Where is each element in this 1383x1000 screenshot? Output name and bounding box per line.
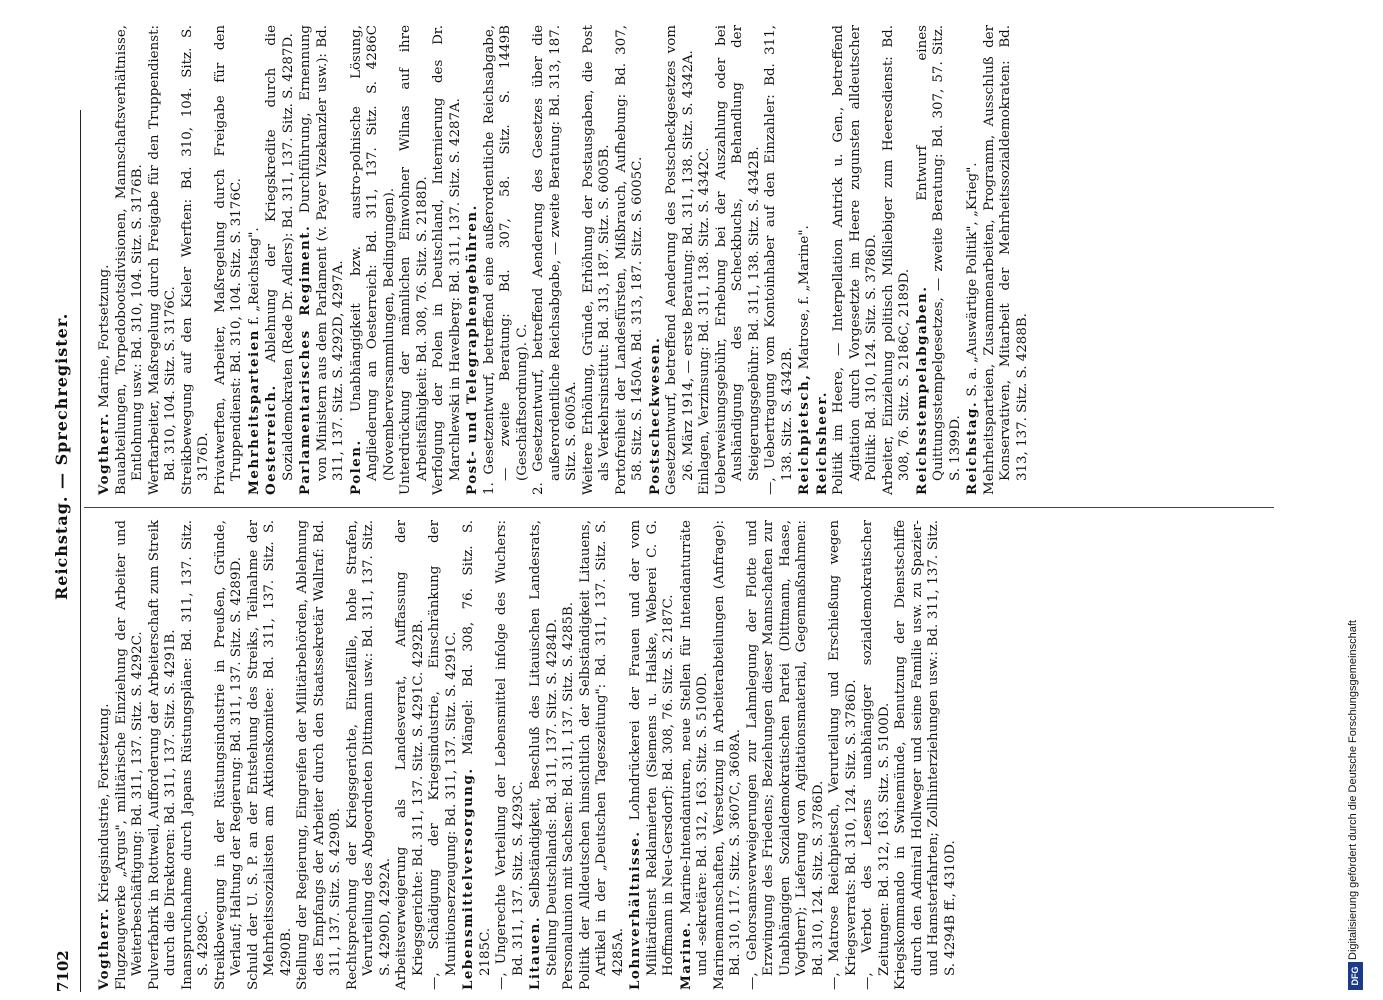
entry-text: Ablehnung der Kriegskredite durch die Sozialdemokraten (Rede Dr. Adlers): Bd. 311, 137. Sitz. S. 4287D. bbox=[264, 25, 296, 481]
entry-text: Streikbewegung auf den Kieler Werften: Bd. 310, 104. Sitz. S. 3176D. bbox=[179, 25, 211, 495]
entry-text: Politik im Heere, — Interpellation Antrick u. Gen., betreffend Agitation durch Vorgesetzte im Heere zugunsten alldeutscher Politik: Bd. 310, 124. Sitz. S. 3786D. bbox=[831, 25, 879, 495]
register-entry bbox=[827, 520, 860, 990]
entry-text: Stellung der Regierung, Eingreifen der Militärbehörden, Ablehnung des Empfangs der Arbeiter durch den Staatssekretär Wallraf: Bd. 311, 137. Sitz. S. 4290B. bbox=[295, 520, 343, 990]
entry-text: Entwurf eines Quittungsstempelgesetzes, — zweite Beratung: Bd. 307, 57. Sitz. S. 1399D. bbox=[914, 25, 963, 481]
entry-heading: Parlamentarisches Regiment. bbox=[297, 224, 313, 495]
left-column bbox=[96, 520, 959, 990]
register-entry bbox=[431, 25, 464, 495]
register-entry bbox=[398, 25, 431, 495]
entry-text: Privatwerften, Arbeiter, Maßregelung durch Freigabe für den Truppendienst: Bd. 310, 104. Sitz. S. 3176C. bbox=[212, 25, 244, 495]
register-entry bbox=[96, 25, 114, 495]
entry-heading: Lebensmittelversorgung. bbox=[460, 767, 476, 990]
running-head: Reichstag. — Sprechregister. bbox=[52, 312, 71, 600]
register-entry bbox=[246, 520, 296, 990]
entry-heading: Reichpietsch, bbox=[796, 373, 812, 495]
entry-text: —, Ungerechte Verteilung der Lebensmittel infolge des Wuchers: Bd. 311, 137. Sitz. S. 4293C. bbox=[494, 520, 526, 990]
entry-text: Streikbewegung in der Rüstungsindustrie in Preußen, Gründe, Verlauf; Haltung der Regierung: Bd. 311, 137. Sitz. S. 4289D. bbox=[212, 520, 244, 990]
register-entry bbox=[460, 520, 494, 990]
register-entry bbox=[345, 520, 395, 990]
register-entry bbox=[627, 520, 678, 990]
entry-text: Gesetzentwurf, betreffend Aenderung des Postscheckgesetzes vom 26. März 1914, — erste Beratung: Bd. 311, 138. Sitz. S. 4342A. bbox=[664, 25, 696, 495]
entry-text: —, Schädigung der Kriegsindustrie, Einschränkung der Munitionserzeugung: Bd. 311, 137. Sitz. S. 4291C. bbox=[427, 520, 459, 990]
entry-text: Politik der Alldeutschen hinsichtlich der Selbständigkeit Litauens, Artikel in der „Deutschen Tageszeitung": Bd. 311, 137. Sitz. S. 4285A. bbox=[577, 520, 626, 990]
entry-text: Selbständigkeit, Beschluß des Litauischen Landesrats, Stellung Deutschlands: Bd. 311, 137. Sitz. S. 4284D. bbox=[528, 520, 560, 976]
register-entry bbox=[964, 25, 982, 495]
register-entry bbox=[881, 25, 914, 495]
register-entry bbox=[147, 25, 180, 495]
entry-heading: Reichsheer. bbox=[813, 391, 830, 495]
entry-text: —, Verbot des Lesens unabhängiger sozialdemokratischer Zeitungen: Bd. 312, 163. Sitz. S. 5100D. bbox=[860, 520, 892, 990]
entry-text: Durchführung, Ernennung von Ministern aus dem Parlament (v. Payer Vizekanzler usw.): Bd. 311, 137. Sitz. S. 4292D, 4297A. bbox=[298, 25, 346, 481]
entry-text: 1. Gesetzentwurf, betreffend eine außerordentliche Reichsabgabe, — zweite Beratung: Bd. 307, 58. Sitz. S. 1449B (Geschäftsordnung). C. bbox=[481, 25, 530, 495]
register-entry bbox=[678, 520, 712, 990]
entry-text: Arbeiter, Einziehung politisch Mißliebiger zum Heeresdienst: Bd. 308, 76. Sitz. S. 2186C, 2189D. bbox=[880, 25, 912, 495]
header-rule bbox=[80, 110, 81, 992]
register-entry bbox=[561, 520, 578, 990]
right-column bbox=[96, 25, 1031, 495]
entry-heading: Polen. bbox=[347, 439, 364, 495]
entry-text: Personalunion mit Sachsen: Bd. 311, 137. Sitz. S. 4285B. bbox=[561, 602, 576, 990]
entry-text: —, Gehorsamsverweigerungen zur Lahmlegung der Flotte und Erzwingung des Friedens; Beziehungen dieser Mannschaften zur Unabhängigen Sozialdemokratischen Partei (Dittmann, Haase, Vogtherr); Lieferung von Agitationsmaterial, Gegenmaßnahmen: Bd. 310, 124. Sitz. S. 3786D. bbox=[744, 520, 826, 990]
entry-text: Rechtsprechung der Kriegsgerichte, Einzelfälle, hohe Strafen, Verurteilung des Abgeordneten Dittmann usw.: Bd. 311, 137. Sitz. S. 4290D, 4292A. bbox=[344, 520, 393, 990]
entry-text: 2. Gesetzentwurf, betreffend Aenderung des Gesetzes über die außerordentliche Reichsabgabe, — zweite Beratung: Bd. 313, 187. Sitz. S. 6005A. bbox=[531, 25, 579, 495]
entry-text: Verfolgung der Polen in Deutschland, Internierung des Dr. Marchlewski in Havelberg: Bd. 311, 137. Sitz. S. 4287A. bbox=[431, 25, 463, 495]
register-entry bbox=[814, 25, 832, 495]
dfg-logo: DFG bbox=[1348, 962, 1363, 990]
register-entry bbox=[697, 25, 714, 495]
register-entry bbox=[614, 25, 647, 495]
register-entry bbox=[860, 520, 893, 990]
register-entry bbox=[893, 520, 959, 990]
entry-text: Portofreiheit der Landesfürsten, Mißbrauch, Aufhebung: Bd. 307, 58. Sitz. S. 1450A. Bd. 313, 187. Sitz. S. 6005C. bbox=[613, 25, 645, 495]
register-entry bbox=[427, 520, 460, 990]
entry-text: Arbeitsverweigerung als Landesverrat, Auffassung der Kriegsgerichte: Bd. 311, 137. Sitz. S. 4291C. 4292B. bbox=[394, 520, 426, 990]
entry-text: Kriegskommando in Swinemünde, Benutzung der Dienstschiffe durch den Admiral Hollweger und seine Familie usw. zu Spazier- und Hamsterfahrten; Zollhinterziehungen usw.: Bd. 311, 137. Sitz. S. 4294B ff., 4310D. bbox=[893, 520, 958, 990]
entry-text: f. „Reichstag". bbox=[246, 227, 262, 325]
entry-heading: Litauen. bbox=[527, 915, 543, 990]
register-entry bbox=[180, 25, 213, 495]
register-entry bbox=[796, 25, 814, 495]
entry-text: Einlagen, Verzinsung: Bd. 311, 138. Sitz. S. 4342C. bbox=[697, 147, 712, 495]
entry-heading: Oesterreich. bbox=[263, 384, 279, 495]
register-entry bbox=[914, 25, 965, 495]
entry-heading: Mehrheitsparteien bbox=[245, 329, 262, 495]
digitization-credit: Digitalisierung gefördert durch die Deutsche Forschungsgemeinschaft bbox=[1347, 620, 1359, 960]
register-entry bbox=[763, 25, 796, 495]
register-entry bbox=[714, 25, 764, 495]
register-entry bbox=[578, 520, 628, 990]
page-number: 7102 bbox=[54, 950, 72, 992]
entry-text: Marinemannschaften, Versetzung in Arbeiterabteilungen (Anfrage): Bd. 310, 117. Sitz. S. 3607C, 3608A. bbox=[711, 520, 743, 990]
register-entry bbox=[114, 25, 147, 495]
entry-text: Weitere Erhöhung, Gründe, Erhöhung der Postausgaben, die Post als Verkehrsinstitut: Bd. 313, 187. Sitz. S. 6005B. bbox=[580, 25, 612, 495]
register-entry bbox=[213, 25, 246, 495]
entry-text: Matrose, f. „Marine". bbox=[797, 225, 812, 370]
entry-text: Mehrheitsparteien, Zusammenarbeiten, Programm, Ausschluß der Konservativen, Mitarbeit der Mehrheitssozialdemokraten: Bd. 313, 137. Sitz. S. 4288B. bbox=[981, 25, 1030, 495]
entry-text: Pulverfabrik in Rottweil, Aufforderung der Arbeiterschaft zum Streik durch die Direktoren: Bd. 311, 137. Sitz. S. 4291B. bbox=[146, 520, 178, 990]
entry-heading: Reichstag. bbox=[964, 400, 980, 495]
register-entry bbox=[297, 25, 348, 495]
register-entry bbox=[464, 25, 482, 495]
entry-heading: Vogtherr. bbox=[96, 907, 112, 990]
entry-heading: Vogtherr. bbox=[96, 412, 112, 495]
register-entry bbox=[712, 520, 745, 990]
entry-text: Ueberweisungsgebühr, Erhebung bei der Auszahlung oder bei Aushändigung des Scheckbuchs, Behandlung der Steigerungsgebühr: Bd. 311, 138. Sitz. S. 4342B. bbox=[713, 25, 762, 495]
column-divider bbox=[84, 507, 1274, 508]
entry-text: —, Matrose Reichpietsch, Verurteilung und Erschießung wegen Kriegsverrats: Bd. 310, 124. Sitz. S. 3786D. bbox=[827, 520, 859, 990]
register-entry bbox=[263, 25, 297, 495]
entry-text: Bauabteilungen, Torpedobootsdivisionen, Mannschaftsverhältnisse, Entlohnung usw.: Bd. 310, 104. Sitz. S. 3176B. bbox=[113, 25, 145, 495]
register-entry bbox=[664, 25, 697, 495]
register-entry bbox=[213, 520, 246, 990]
register-entry bbox=[527, 520, 561, 990]
register-entry bbox=[581, 25, 614, 495]
entry-heading: Marine. bbox=[677, 920, 694, 990]
entry-text: —, Uebertragung vom Kontoinhaber auf den Einzahler: Bd. 311, 138. Sitz. S. 4342B. bbox=[763, 25, 795, 495]
entry-text: Werftarbeiter, Maßregelung durch Freigabe für den Truppendienst: Bd. 310, 104. Sitz. S. 3176C. bbox=[146, 25, 178, 495]
register-entry bbox=[394, 520, 427, 990]
entry-heading: Postscheckwesen. bbox=[646, 336, 663, 495]
register-entry bbox=[482, 25, 532, 495]
entry-text: Mängel: Bd. 308, 76. Sitz. S. 2185C. bbox=[461, 520, 493, 976]
entry-heading: Post- und Telegraphengebühren. bbox=[464, 204, 480, 495]
register-entry bbox=[180, 520, 213, 990]
register-entry bbox=[114, 520, 147, 990]
entry-heading: Lohnverhältnisse. bbox=[627, 830, 643, 990]
entry-text: Schuld der U. S. P. an der Entstehung des Streiks, Teilnahme der Mehrheitssozialisten am Aktionskomitee: Bd. 311, 137. Sitz. S. 4290B. bbox=[245, 520, 294, 990]
register-entry bbox=[147, 520, 180, 990]
entry-text: Inanspruchnahme durch Japans Rüstungspläne: Bd. 311, 137. Sitz. S. 4289C. bbox=[179, 520, 211, 990]
register-entry bbox=[647, 25, 665, 495]
entry-text: Unterdrückung der männlichen Einwohner Wilnas auf ihre Arbeitsfähigkeit: Bd. 308, 76. Sitz. S. 2188D. bbox=[398, 25, 430, 495]
entry-text: S. a. „Auswärtige Politik", „Krieg". bbox=[965, 162, 980, 397]
entry-text: Flugzeugwerke „Argus", militärische Einziehung der Arbeiter und Weiterbeschäftigung: Bd. 311, 137. Sitz. S. 4292C. bbox=[113, 520, 145, 990]
register-entry bbox=[745, 520, 828, 990]
register-entry bbox=[531, 25, 581, 495]
register-entry bbox=[348, 25, 399, 495]
entry-text: Marine, Fortsetzung. bbox=[97, 264, 112, 408]
entry-text: Unabhängigkeit bzw. austro-polnische Lösung, Angliederung an Oesterreich: Bd. 311, 137. Sitz. S. 4286C (Novemberversammlungen, Bedingungen). bbox=[348, 24, 397, 481]
register-entry bbox=[96, 520, 114, 990]
register-entry bbox=[831, 25, 881, 495]
entry-text: Kriegsindustrie, Fortsetzung. bbox=[97, 703, 112, 903]
register-entry bbox=[246, 25, 264, 495]
register-entry bbox=[494, 520, 527, 990]
entry-heading: Reichsstempelabgaben. bbox=[913, 285, 930, 495]
register-entry bbox=[982, 25, 1032, 495]
entry-text: Marine-Intendanturen, neue Stellen für Intendanturräte und -sekretäre: Bd. 312, 163. Sitz. S. 5100D. bbox=[678, 520, 710, 976]
register-entry bbox=[295, 520, 345, 990]
entry-text: Lohndrückerei der Frauen und der vom Militärdienst Reklamierten (Siemens u. Halske, Weberei C. G. Hoffmann in Neu-Gersdorf): Bd. 308, 76. Sitz. S. 2187C. bbox=[628, 520, 676, 976]
